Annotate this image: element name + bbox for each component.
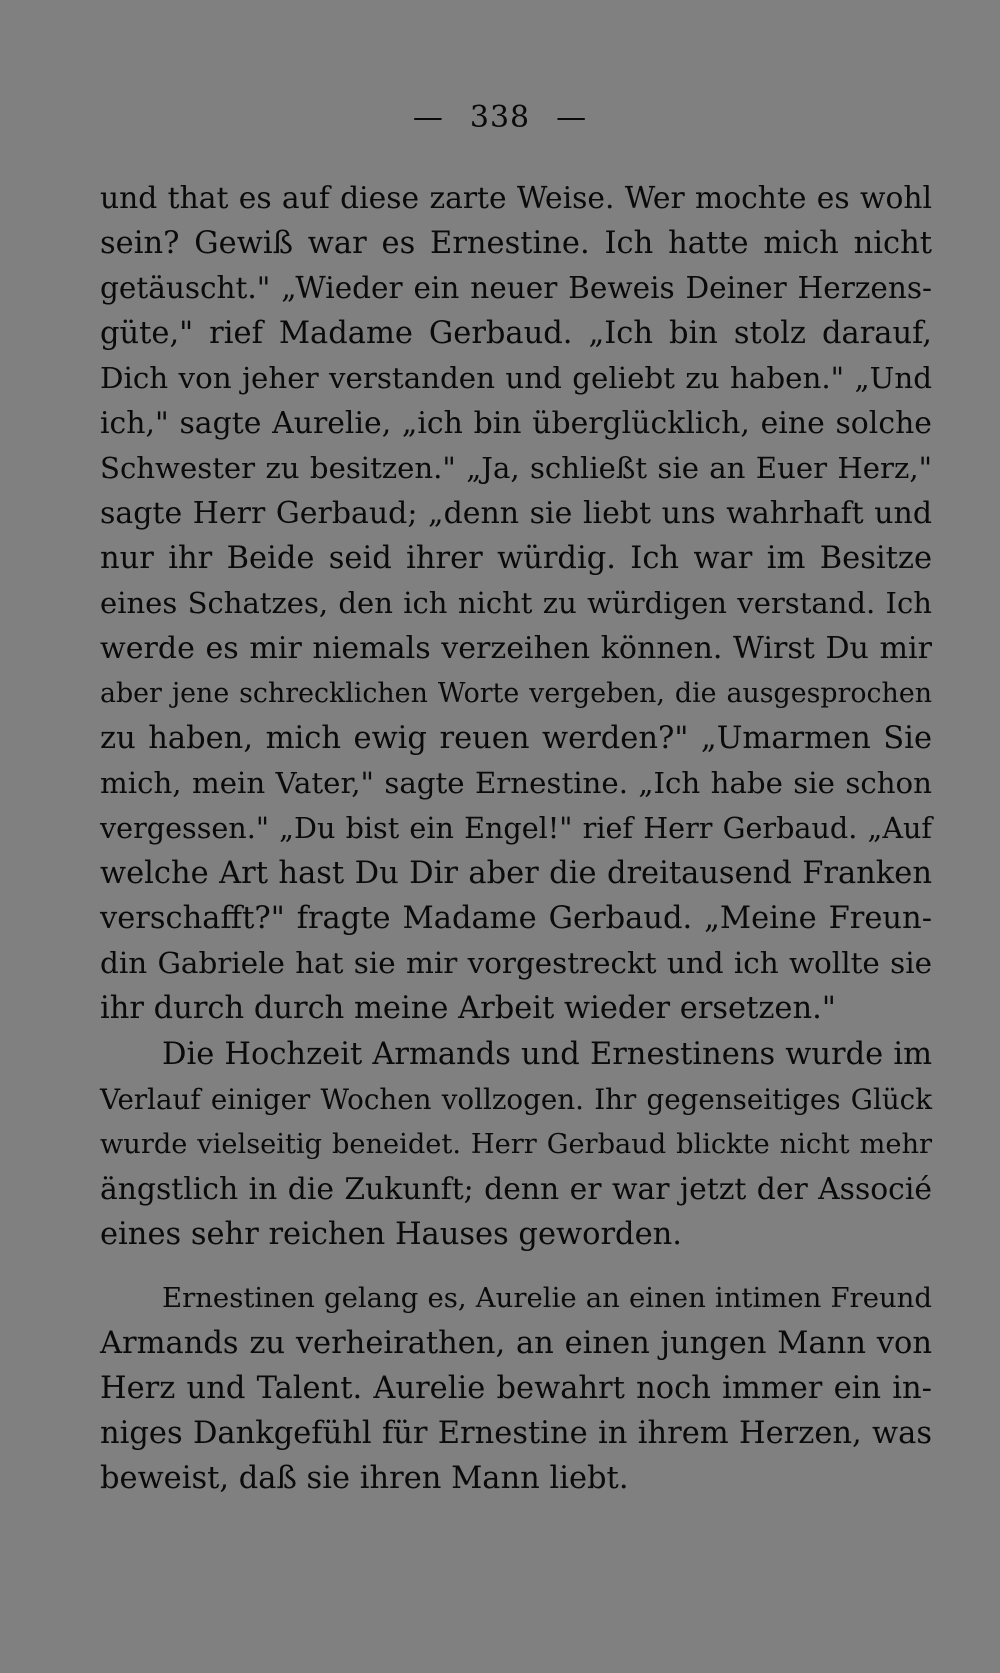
paragraph-2 [100,1032,932,1257]
page-number: 338 [469,100,531,135]
text-line: Verlauf einiger Wochen vollzogen. Ihr gegenseitiges Glück [100,1083,932,1116]
text-line: sagte Herr Gerbaud; „denn sie liebt uns wahrhaft und [100,496,932,531]
text-line: din Gabriele hat sie mir vorgestreckt und ich wollte sie [100,946,932,980]
text-line: ihr durch durch meine Arbeit wieder ersetzen." [100,991,836,1026]
paragraph-1 [100,176,932,1031]
text-line: vergessen." „Du bist ein Engel!" rief Herr Gerbaud. „Auf [100,811,932,845]
text-line: niges Dankgefühl für Ernestine in ihrem Herzen, was [100,1416,932,1451]
text-line: eines Schatzes, den ich nicht zu würdigen verstand. Ich [100,586,932,620]
text-line: Dich von jeher verstanden und geliebt zu haben." „Und [100,361,932,395]
text-line: Schwester zu besitzen." „Ja, schließt sie an Euer Herz," [100,451,932,485]
text-line: Die Hochzeit Armands und Ernestinens wurde im [162,1037,932,1072]
text-line: mich, mein Vater," sagte Ernestine. „Ich habe sie schon [100,766,932,800]
text-line: aber jene schrecklichen Worte vergeben, die ausgesprochen [100,678,932,709]
text-line: ich," sagte Aurelie, „ich bin überglücklich, eine solche [100,406,932,441]
text-line: Armands zu verheirathen, an einen jungen Mann von [100,1326,932,1361]
text-line: verschafft?" fragte Madame Gerbaud. „Meine Freun- [100,901,932,936]
header-dash-right: — [556,100,588,135]
text-line: nur ihr Beide seid ihrer würdig. Ich war im Besitze [100,541,932,576]
text-line: sein? Gewiß war es Ernestine. Ich hatte mich nicht [100,226,932,261]
text-line: werde es mir niemals verzeihen können. Wirst Du mir [100,631,932,666]
page-header [0,100,1000,135]
paragraph-3 [100,1276,932,1501]
text-line: und that es auf diese zarte Weise. Wer mochte es wohl [100,181,932,216]
header-dash-left: — [412,100,444,135]
text-line: wurde vielseitig beneidet. Herr Gerbaud blickte nicht mehr [100,1129,932,1160]
text-line: ängstlich in die Zukunft; denn er war jetzt der Associé [100,1172,932,1207]
text-line: beweist, daß sie ihren Mann liebt. [100,1461,629,1496]
text-line: güte," rief Madame Gerbaud. „Ich bin stolz darauf, [100,316,932,351]
text-line: welche Art hast Du Dir aber die dreitausend Franken [100,856,932,891]
text-line: zu haben, mich ewig reuen werden?" „Umarmen Sie [100,721,932,756]
text-line: eines sehr reichen Hauses geworden. [100,1217,682,1252]
text-line: Herz und Talent. Aurelie bewahrt noch immer ein in- [100,1371,932,1406]
text-line: Ernestinen gelang es, Aurelie an einen intimen Freund [162,1282,932,1314]
text-line: getäuscht." „Wieder ein neuer Beweis Deiner Herzens- [100,271,932,305]
